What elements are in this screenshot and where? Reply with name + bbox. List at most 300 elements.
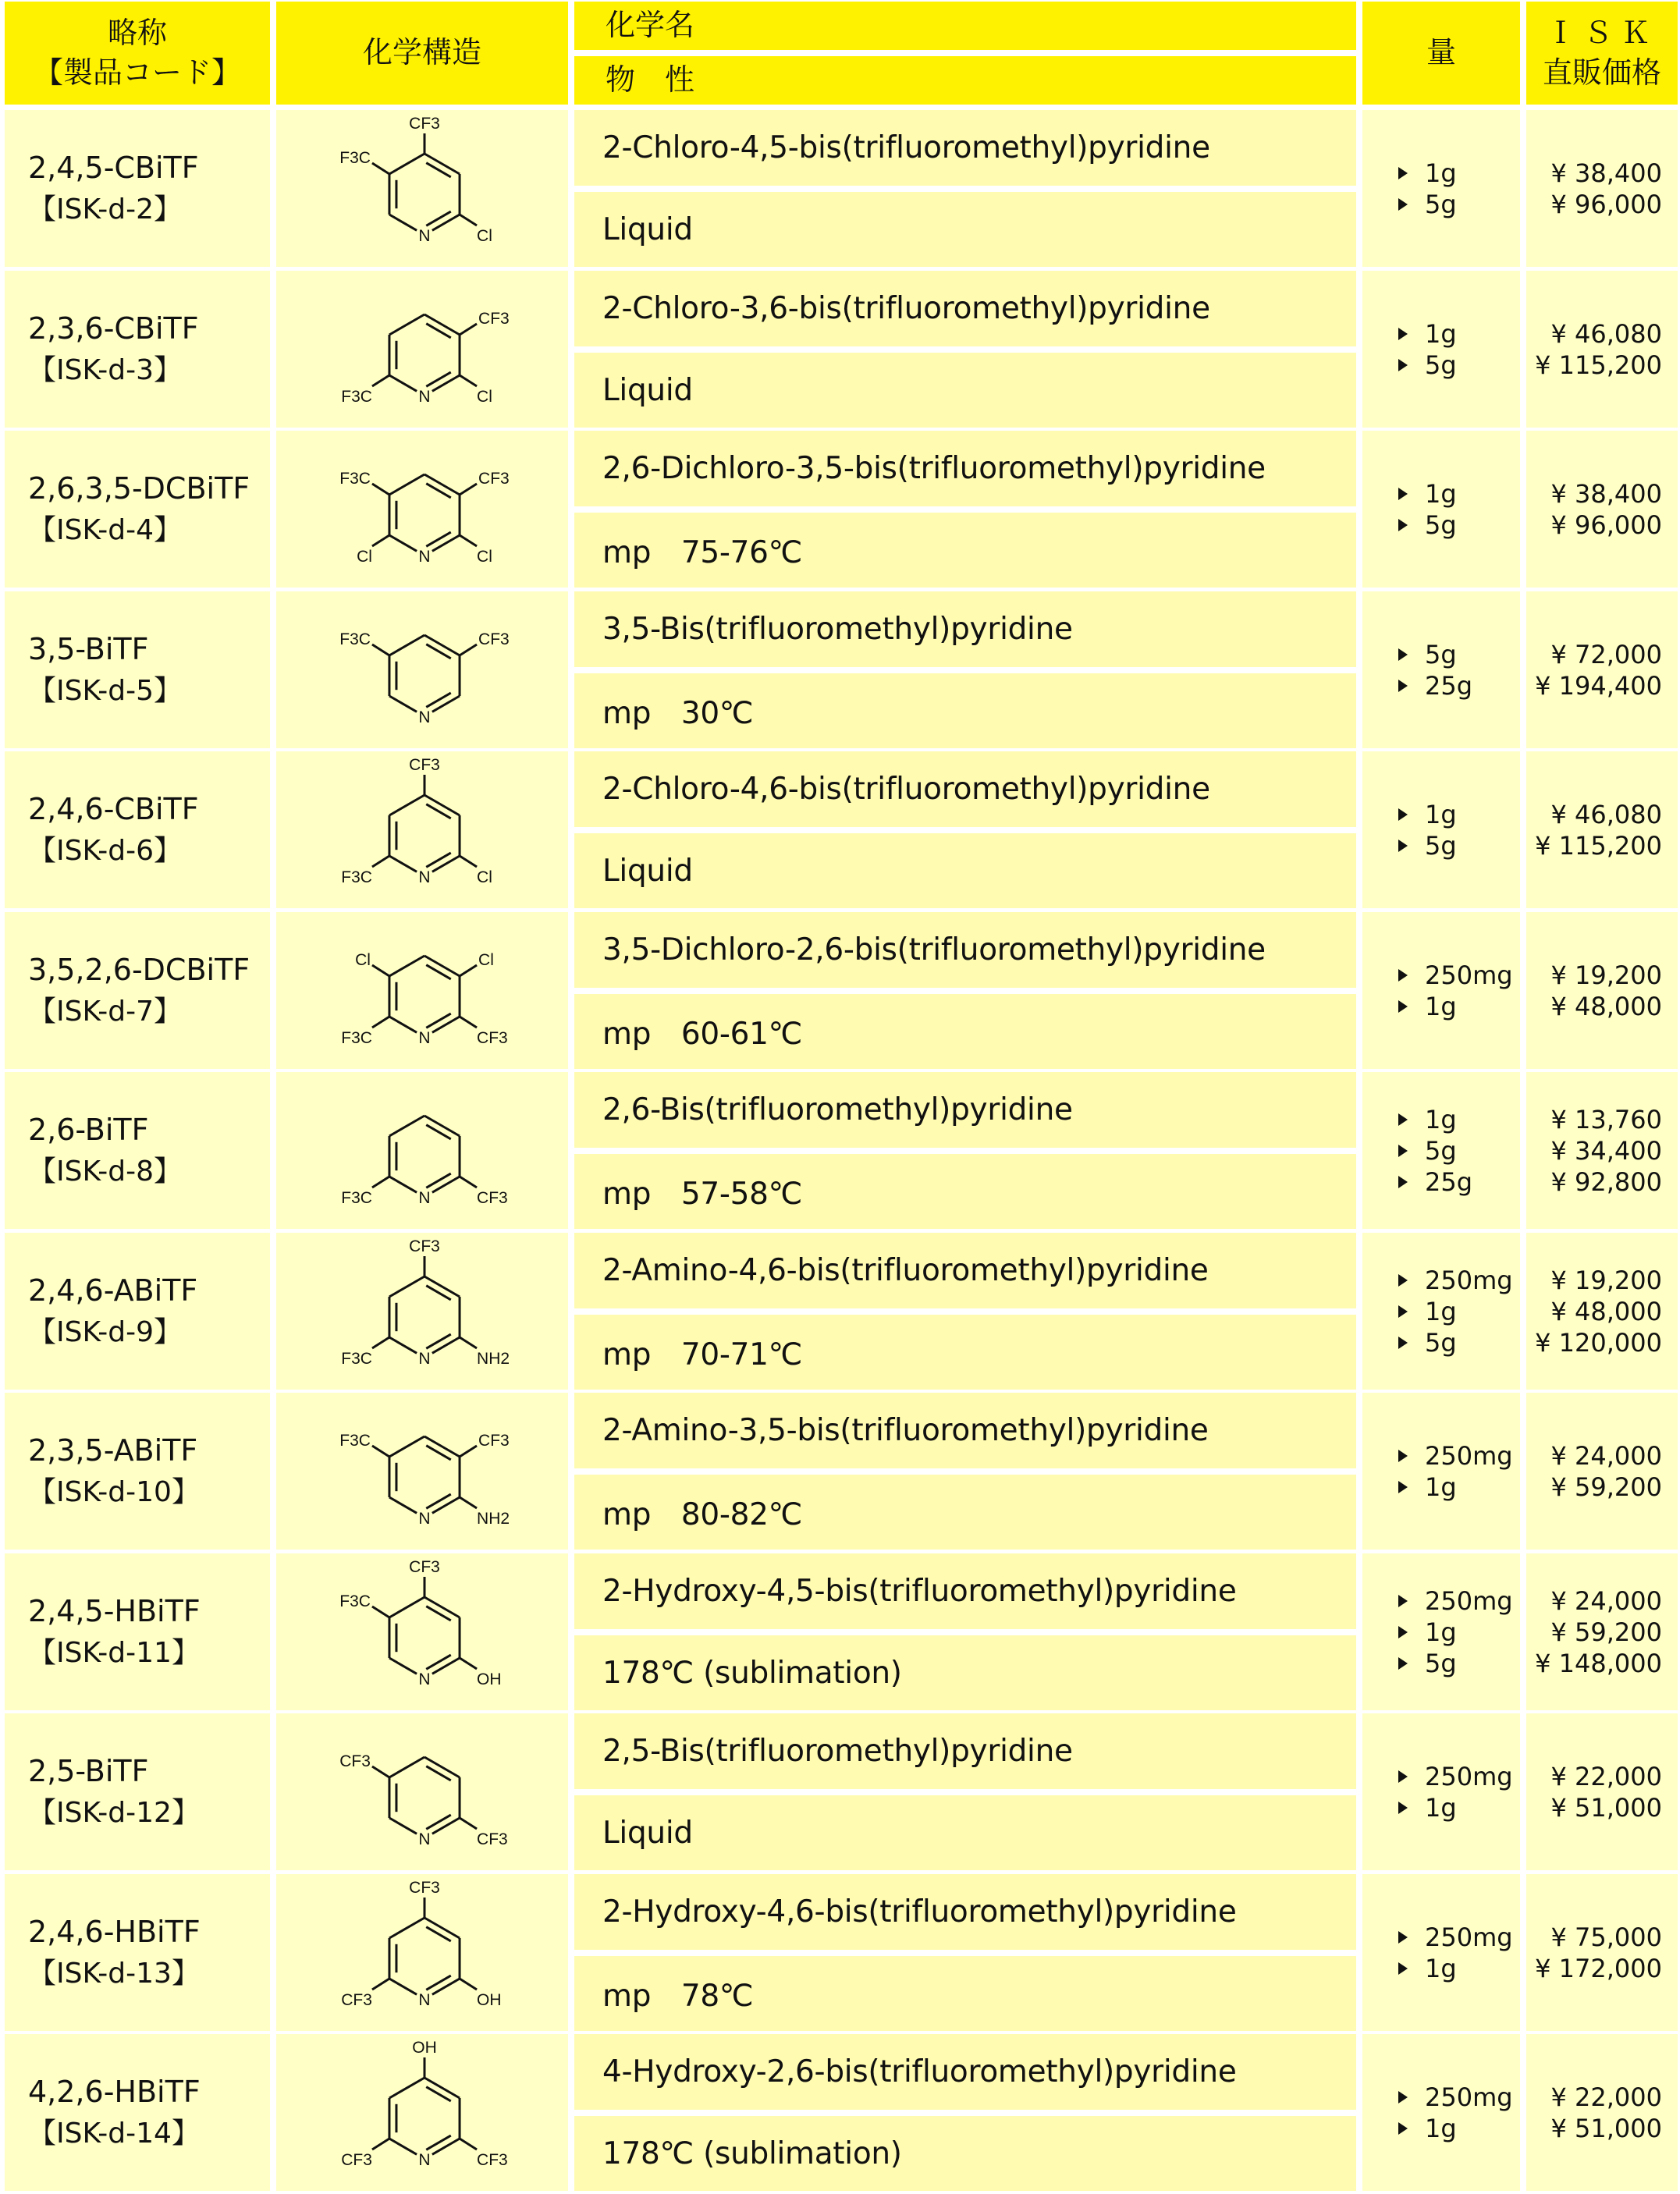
bond-line: [389, 1177, 417, 1192]
bond-line: [389, 535, 417, 551]
triangle-bullet-icon: [1398, 969, 1408, 982]
bond-line: [372, 1446, 389, 1457]
pyridine-structure-diagram: [276, 1713, 568, 1870]
quantity-option[interactable]: [1398, 1953, 1520, 1984]
bond-line: [389, 1337, 417, 1353]
triangle-bullet-icon: [1398, 648, 1408, 661]
property-cell: [574, 192, 1356, 267]
property-value: Liquid: [602, 211, 693, 247]
quantity-label: 1g: [1425, 1617, 1457, 1647]
bond-line: [389, 2139, 417, 2154]
structure-label: CF3: [477, 1189, 508, 1207]
bond-line: [460, 324, 477, 335]
property-value: mp 78℃: [602, 1979, 754, 2014]
bond-line: [389, 1757, 424, 1777]
price-cell: [1526, 591, 1678, 748]
bond-line: [426, 532, 451, 546]
product-abbr-cell: [5, 271, 270, 428]
product-abbr-cell: [5, 751, 270, 908]
structure-label: F3C: [339, 1592, 371, 1610]
header-price-line2: 直販価格: [1542, 55, 1661, 90]
header-property-label: 物 性: [606, 62, 695, 98]
quantity-option[interactable]: [1398, 960, 1520, 991]
structure-label: CF3: [477, 2151, 508, 2169]
structure-cell: [276, 2034, 568, 2191]
quantity-cell: [1362, 431, 1520, 588]
price-value: ¥ 115,200: [1535, 830, 1662, 861]
structure-label: N: [418, 1189, 431, 1207]
quantity-label: 5g: [1425, 830, 1457, 861]
bond-line: [372, 965, 389, 976]
product-abbr: 3,5-BiTF: [28, 631, 149, 666]
bond-line: [372, 644, 389, 655]
property-value: 178℃ (sublimation): [602, 2135, 902, 2171]
quantity-cell: [1362, 1072, 1520, 1229]
triangle-bullet-icon: [1398, 359, 1408, 371]
triangle-bullet-icon: [1398, 519, 1408, 531]
header-structure-label: 化学構造: [362, 35, 481, 70]
quantity-option[interactable]: [1398, 799, 1520, 830]
chemical-name-cell: [574, 1072, 1356, 1148]
header-chem-name-label: 化学名: [606, 8, 695, 43]
structure-label: Cl: [355, 951, 371, 969]
structure-cell: [276, 271, 568, 428]
price-value: ¥ 120,000: [1535, 1327, 1662, 1358]
triangle-bullet-icon: [1398, 1626, 1408, 1638]
bond-line: [460, 965, 477, 976]
bond-line: [389, 215, 417, 230]
property-value: Liquid: [602, 853, 693, 889]
bond-line: [372, 1337, 389, 1348]
quantity-option[interactable]: [1398, 2082, 1520, 2113]
structure-cell: [276, 912, 568, 1069]
bond-line: [389, 1918, 424, 1938]
quantity-label: 25g: [1425, 1166, 1473, 1197]
chemical-name-cell: [574, 110, 1356, 186]
structure-label: CF3: [341, 1991, 372, 2009]
structure-cell: [276, 591, 568, 748]
product-abbr: 3,5,2,6-DCBiTF: [28, 952, 250, 987]
bond-line: [372, 1766, 389, 1777]
price-value: ¥ 148,000: [1535, 1648, 1662, 1678]
price-value: ¥ 34,400: [1550, 1135, 1662, 1166]
quantity-option[interactable]: [1398, 318, 1520, 350]
quantity-label: 250mg: [1425, 1585, 1513, 1616]
property-cell: [574, 513, 1356, 588]
quantity-label: 1g: [1425, 318, 1457, 349]
quantity-label: 5g: [1425, 1648, 1457, 1678]
structure-label: N: [418, 708, 431, 726]
bond-line: [389, 1597, 424, 1617]
bond-line: [372, 1017, 389, 1028]
quantity-option[interactable]: [1398, 2113, 1520, 2144]
product-abbr: 2,4,5-HBiTF: [28, 1593, 201, 1628]
chemical-name-cell: [574, 591, 1356, 667]
bond-line: [389, 474, 424, 495]
structure-label: CF3: [478, 470, 510, 488]
structure-label: NH2: [477, 1510, 510, 1528]
bond-line: [460, 215, 477, 225]
bond-line: [432, 2139, 460, 2154]
price-cell: [1526, 1393, 1678, 1550]
header-abbr-line2: 【製品コード】: [33, 55, 241, 90]
bond-line: [460, 1446, 477, 1457]
quantity-label: 250mg: [1425, 1440, 1513, 1471]
product-abbr-cell: [5, 2034, 270, 2191]
product-code: 【ISK-d-10】: [28, 1475, 200, 1508]
product-abbr: 2,6,3,5-DCBiTF: [28, 470, 250, 506]
price-value: ¥ 75,000: [1550, 1922, 1662, 1952]
quantity-option[interactable]: [1398, 1472, 1520, 1503]
quantity-option[interactable]: [1398, 991, 1520, 1022]
triangle-bullet-icon: [1398, 1481, 1408, 1493]
bond-line: [432, 1177, 460, 1192]
bond-line: [426, 1446, 451, 1460]
quantity-cell: [1362, 1393, 1520, 1550]
header-abbr-line1: 略称: [107, 15, 167, 50]
header-chem-name: [574, 2, 1356, 50]
bond-line: [426, 1494, 451, 1508]
bond-line: [372, 1177, 389, 1188]
triangle-bullet-icon: [1398, 1274, 1408, 1287]
bond-line: [460, 1658, 477, 1669]
property-value: mp 75-76℃: [602, 535, 803, 570]
structure-label: N: [418, 1670, 431, 1688]
structure-label: N: [418, 868, 431, 886]
quantity-label: 5g: [1425, 1327, 1457, 1358]
quantity-label: 1g: [1425, 1296, 1457, 1326]
bond-line: [426, 644, 451, 659]
structure-label: F3C: [341, 868, 372, 886]
quantity-cell: [1362, 1233, 1520, 1390]
triangle-bullet-icon: [1398, 1802, 1408, 1814]
quantity-label: 1g: [1425, 158, 1457, 188]
bond-line: [389, 1497, 417, 1513]
bond-line: [389, 1979, 417, 1994]
structure-label: Cl: [477, 227, 492, 245]
quantity-label: 250mg: [1425, 1265, 1513, 1295]
price-cell: [1526, 912, 1678, 1069]
bond-line: [426, 1173, 451, 1188]
triangle-bullet-icon: [1398, 1000, 1408, 1013]
chemical-name-cell: [574, 271, 1356, 346]
property-cell: [574, 1315, 1356, 1390]
bond-line: [460, 1177, 477, 1188]
structure-label: OH: [477, 1991, 502, 2009]
product-abbr-cell: [5, 1393, 270, 1550]
bond-line: [426, 1655, 451, 1669]
pyridine-structure-diagram: [276, 110, 568, 267]
triangle-bullet-icon: [1398, 488, 1408, 500]
chemical-name: 2-Amino-3,5-bis(trifluoromethyl)pyridine: [602, 1413, 1209, 1448]
quantity-option[interactable]: [1398, 1104, 1520, 1135]
product-abbr-cell: [5, 1874, 270, 2031]
bond-line: [389, 635, 424, 655]
quantity-option[interactable]: [1398, 509, 1520, 541]
quantity-option[interactable]: [1398, 1648, 1520, 1679]
product-abbr-cell: [5, 912, 270, 1069]
quantity-cell: [1362, 2034, 1520, 2191]
product-code: 【ISK-d-2】: [28, 193, 183, 225]
quantity-cell: [1362, 1553, 1520, 1710]
structure-label: F3C: [341, 1029, 372, 1047]
structure-cell: [276, 1553, 568, 1710]
bond-line: [426, 372, 451, 386]
bond-line: [389, 375, 417, 391]
triangle-bullet-icon: [1398, 1770, 1408, 1783]
bond-line: [372, 535, 389, 546]
structure-label: CF3: [409, 756, 440, 774]
quantity-option[interactable]: [1398, 1922, 1520, 1953]
structure-label: Cl: [477, 868, 492, 886]
bond-line: [389, 1436, 424, 1457]
price-value: ¥ 194,400: [1535, 670, 1662, 701]
pyridine-structure-diagram: [276, 1072, 568, 1229]
bond-line: [426, 965, 451, 979]
bond-line: [372, 2139, 389, 2150]
product-abbr-cell: [5, 110, 270, 267]
price-value: ¥ 48,000: [1550, 1296, 1662, 1326]
price-cell: [1526, 2034, 1678, 2191]
price-cell: [1526, 751, 1678, 908]
quantity-option[interactable]: [1398, 1585, 1520, 1617]
bond-line: [426, 853, 451, 867]
quantity-option[interactable]: [1398, 1135, 1520, 1166]
price-value: ¥ 19,200: [1550, 960, 1662, 990]
chemical-name-cell: [574, 1233, 1356, 1308]
bond-line: [426, 484, 451, 498]
quantity-option[interactable]: [1398, 1761, 1520, 1792]
bond-line: [426, 693, 451, 707]
bond-line: [460, 484, 477, 495]
chemical-name: 2-Chloro-3,6-bis(trifluoromethyl)pyridine: [602, 291, 1210, 326]
pyridine-structure-diagram: [276, 2034, 568, 2191]
chemical-name: 2,5-Bis(trifluoromethyl)pyridine: [602, 1734, 1073, 1769]
quantity-option[interactable]: [1398, 1792, 1520, 1823]
bond-line: [460, 1337, 477, 1348]
structure-label: F3C: [339, 630, 371, 648]
bond-line: [426, 324, 451, 338]
price-value: ¥ 59,200: [1550, 1472, 1662, 1502]
triangle-bullet-icon: [1398, 1657, 1408, 1670]
product-abbr-cell: [5, 1233, 270, 1390]
triangle-bullet-icon: [1398, 2091, 1408, 2103]
quantity-option[interactable]: [1398, 1617, 1520, 1648]
price-value: ¥ 59,200: [1550, 1617, 1662, 1647]
bond-line: [389, 1017, 417, 1032]
structure-cell: [276, 110, 568, 267]
bond-line: [432, 1017, 460, 1032]
structure-label: N: [418, 227, 431, 245]
price-value: ¥ 172,000: [1535, 1953, 1662, 1983]
header-quantity-label: 量: [1426, 35, 1456, 70]
quantity-cell: [1362, 912, 1520, 1069]
price-cell: [1526, 1233, 1678, 1390]
bond-line: [426, 1976, 451, 1990]
property-value: 178℃ (sublimation): [602, 1655, 902, 1691]
bond-line: [372, 163, 389, 174]
product-code: 【ISK-d-3】: [28, 353, 183, 386]
chemical-name-cell: [574, 912, 1356, 988]
product-abbr: 2,6-BiTF: [28, 1112, 149, 1147]
bond-line: [426, 1766, 451, 1780]
property-value: mp 30℃: [602, 696, 754, 731]
quantity-cell: [1362, 1713, 1520, 1870]
chemical-name-cell: [574, 1393, 1356, 1468]
bond-line: [426, 2135, 451, 2150]
quantity-option[interactable]: [1398, 1296, 1520, 1327]
bond-line: [426, 1606, 451, 1621]
quantity-option[interactable]: [1398, 830, 1520, 861]
bond-line: [426, 1286, 451, 1300]
quantity-label: 1g: [1425, 1953, 1457, 1983]
quantity-cell: [1362, 751, 1520, 908]
bond-line: [426, 804, 451, 818]
bond-line: [372, 1606, 389, 1617]
quantity-option[interactable]: [1398, 1327, 1520, 1358]
structure-label: N: [418, 1830, 431, 1848]
bond-line: [372, 856, 389, 867]
triangle-bullet-icon: [1398, 1450, 1408, 1462]
property-value: mp 70-71℃: [602, 1337, 803, 1372]
quantity-option[interactable]: [1398, 1265, 1520, 1296]
bond-line: [426, 1334, 451, 1348]
bond-line: [426, 1815, 451, 1829]
price-value: ¥ 22,000: [1550, 2082, 1662, 2112]
bond-line: [426, 1927, 451, 1941]
quantity-option[interactable]: [1398, 478, 1520, 509]
quantity-cell: [1362, 271, 1520, 428]
pyridine-structure-diagram: [276, 1393, 568, 1550]
price-value: ¥ 22,000: [1550, 1761, 1662, 1791]
structure-label: F3C: [339, 1432, 371, 1450]
quantity-option[interactable]: [1398, 189, 1520, 220]
product-code: 【ISK-d-11】: [28, 1636, 200, 1669]
price-cell: [1526, 1553, 1678, 1710]
property-value: mp 80-82℃: [602, 1497, 803, 1532]
product-code: 【ISK-d-7】: [28, 995, 183, 1028]
bond-line: [426, 1125, 451, 1139]
price-cell: [1526, 110, 1678, 267]
structure-label: CF3: [409, 1558, 440, 1576]
quantity-option[interactable]: [1398, 670, 1520, 701]
quantity-label: 250mg: [1425, 960, 1513, 990]
structure-label: NH2: [477, 1350, 510, 1368]
product-abbr-cell: [5, 1553, 270, 1710]
bond-line: [389, 696, 417, 712]
product-abbr: 2,3,5-ABiTF: [28, 1432, 198, 1468]
bond-line: [460, 644, 477, 655]
structure-label: CF3: [341, 2151, 372, 2169]
triangle-bullet-icon: [1398, 1962, 1408, 1975]
structure-cell: [276, 1233, 568, 1390]
chemical-name: 3,5-Dichloro-2,6-bis(trifluoromethyl)pyridine: [602, 932, 1266, 967]
property-cell: [574, 353, 1356, 428]
price-value: ¥ 115,200: [1535, 350, 1662, 380]
bond-line: [460, 1017, 477, 1028]
bond-line: [432, 696, 460, 712]
price-value: ¥ 96,000: [1550, 189, 1662, 219]
quantity-option[interactable]: [1398, 1440, 1520, 1472]
bond-line: [426, 2087, 451, 2101]
triangle-bullet-icon: [1398, 167, 1408, 179]
structure-label: CF3: [478, 630, 510, 648]
quantity-option[interactable]: [1398, 350, 1520, 381]
price-cell: [1526, 431, 1678, 588]
pyridine-structure-diagram: [276, 1233, 568, 1390]
quantity-option[interactable]: [1398, 1166, 1520, 1198]
quantity-label: 1g: [1425, 799, 1457, 829]
structure-label: N: [418, 1350, 431, 1368]
triangle-bullet-icon: [1398, 1931, 1408, 1944]
bond-line: [432, 856, 460, 872]
triangle-bullet-icon: [1398, 1113, 1408, 1126]
bond-line: [389, 154, 424, 174]
bond-line: [389, 1116, 424, 1136]
quantity-cell: [1362, 591, 1520, 748]
bond-line: [389, 795, 424, 815]
quantity-label: 5g: [1425, 509, 1457, 540]
triangle-bullet-icon: [1398, 328, 1408, 340]
structure-label: N: [418, 1510, 431, 1528]
product-abbr: 2,3,6-CBiTF: [28, 311, 199, 346]
chemical-name-cell: [574, 2034, 1356, 2110]
structure-label: N: [418, 1029, 431, 1047]
bond-line: [460, 1818, 477, 1829]
product-abbr: 2,4,5-CBiTF: [28, 150, 199, 185]
triangle-bullet-icon: [1398, 1337, 1408, 1349]
chemical-name-cell: [574, 431, 1356, 506]
bond-line: [372, 484, 389, 495]
chemical-name-cell: [574, 1713, 1356, 1789]
structure-label: F3C: [341, 388, 372, 406]
chemical-name-cell: [574, 1553, 1356, 1629]
triangle-bullet-icon: [1398, 198, 1408, 211]
triangle-bullet-icon: [1398, 808, 1408, 821]
product-code: 【ISK-d-13】: [28, 1957, 200, 1990]
structure-label: F3C: [339, 149, 371, 167]
quantity-option[interactable]: [1398, 158, 1520, 189]
structure-cell: [276, 431, 568, 588]
chemical-name: 3,5-Bis(trifluoromethyl)pyridine: [602, 612, 1073, 647]
bond-line: [432, 1979, 460, 1994]
quantity-option[interactable]: [1398, 639, 1520, 670]
quantity-label: 1g: [1425, 478, 1457, 509]
chemical-name: 2-Hydroxy-4,5-bis(trifluoromethyl)pyridine: [602, 1574, 1237, 1609]
triangle-bullet-icon: [1398, 840, 1408, 852]
property-value: Liquid: [602, 1815, 693, 1851]
property-value: mp 57-58℃: [602, 1177, 803, 1212]
header-price-line1: ＩＳＫ: [1545, 15, 1658, 50]
product-abbr: 2,5-BiTF: [28, 1753, 149, 1788]
price-value: ¥ 51,000: [1550, 2113, 1662, 2143]
structure-label: N: [418, 548, 431, 566]
product-code: 【ISK-d-8】: [28, 1155, 183, 1188]
bond-line: [460, 1497, 477, 1508]
quantity-label: 5g: [1425, 1135, 1457, 1166]
chemical-name: 2,6-Bis(trifluoromethyl)pyridine: [602, 1092, 1073, 1127]
price-value: ¥ 72,000: [1550, 639, 1662, 669]
pyridine-structure-diagram: [276, 431, 568, 588]
bond-line: [389, 1276, 424, 1297]
structure-label: CF3: [478, 1432, 510, 1450]
structure-label: F3C: [339, 470, 371, 488]
header-quantity: [1362, 2, 1520, 105]
header-abbr: [5, 2, 270, 105]
bond-line: [432, 1497, 460, 1513]
bond-line: [389, 956, 424, 976]
property-cell: [574, 833, 1356, 908]
